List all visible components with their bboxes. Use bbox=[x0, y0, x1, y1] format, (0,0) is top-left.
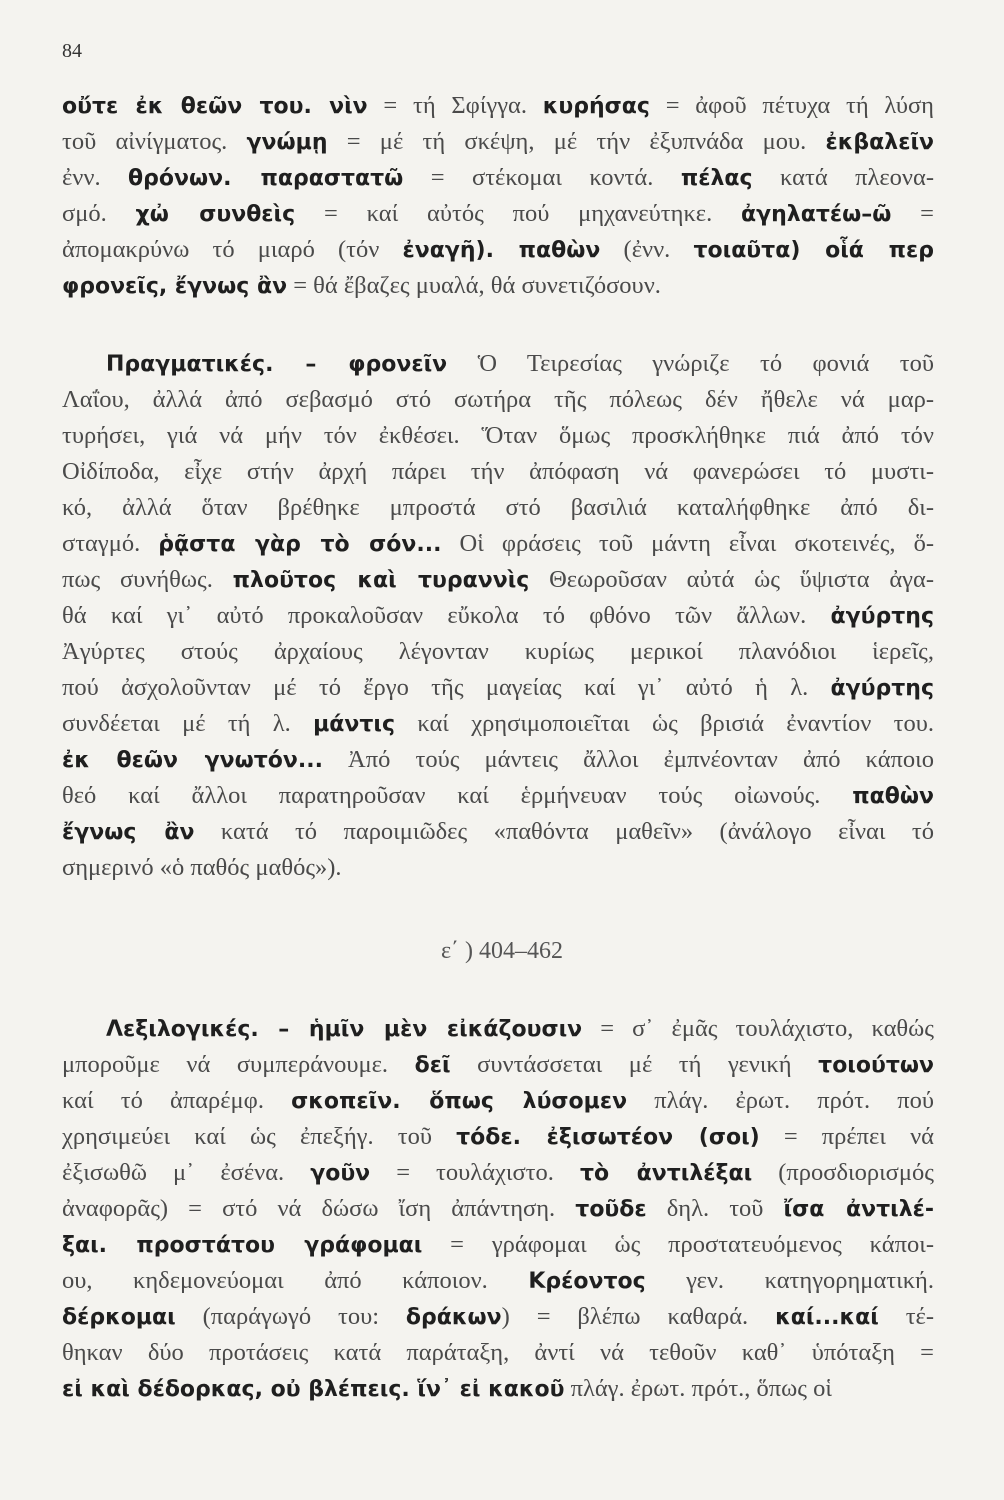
text-run: θηκαν δύο προτάσεις κατά παράταξη, ἀντί νά τεθοῦν καθ᾿ ὑπόταξη = bbox=[62, 1339, 934, 1366]
text-line bbox=[62, 706, 934, 742]
bold-term: Λεξιλογικές. – ἡμῖν μὲν εἰκάζουσιν bbox=[106, 1017, 583, 1042]
bold-term: Πραγματικές. – φρονεῖν bbox=[106, 352, 448, 377]
lexilogikes-paragraph bbox=[62, 1011, 934, 1407]
text-run: γεν. κατηγορηματική. bbox=[645, 1267, 934, 1294]
text-run: = τή Σφίγγα. bbox=[367, 92, 543, 119]
text-run: = σ᾿ ἐμᾶς τουλάχιστο, καθώς bbox=[582, 1015, 934, 1042]
bold-term: πλοῦτος καὶ τυραννὶς bbox=[232, 568, 530, 593]
text-line bbox=[62, 490, 934, 526]
notes-paragraph bbox=[62, 88, 934, 304]
text-run: = bbox=[891, 200, 934, 227]
page-number: 84 bbox=[62, 40, 82, 62]
text-line bbox=[62, 814, 934, 850]
text-run: πλάγ. ἐρωτ. πρότ. πού bbox=[627, 1087, 934, 1114]
bold-term: χὠ συνθεὶς bbox=[135, 202, 296, 227]
bold-term: δεῖ bbox=[414, 1053, 451, 1078]
text-line bbox=[62, 124, 934, 160]
bold-term: ἐκβαλεῖν bbox=[825, 130, 934, 155]
text-line bbox=[62, 1119, 934, 1155]
bold-term: κυρήσας bbox=[542, 94, 650, 119]
text-line bbox=[62, 454, 934, 490]
text-run: Ἀπό τούς μάντεις ἄλλοι ἐμπνέονταν ἀπό κάποιο bbox=[322, 746, 934, 773]
text-run: χρησιμεύει καί ὡς ἐπεξήγ. τοῦ bbox=[62, 1123, 457, 1150]
text-run: σμό. bbox=[62, 200, 136, 227]
text-run: θεό καί ἄλλοι παρατηροῦσαν καί ἑρμήνευαν τούς οἰωνούς. bbox=[62, 782, 853, 809]
text-run: μποροῦμε νά συμπεράνουμε. bbox=[62, 1051, 415, 1078]
bold-term: θρόνων. παραστατῶ bbox=[128, 166, 404, 191]
bold-term: μάντις bbox=[313, 712, 396, 737]
text-line bbox=[62, 1011, 934, 1047]
text-run: ) = βλέπω καθαρά. bbox=[501, 1303, 776, 1330]
text-line bbox=[62, 742, 934, 778]
bold-term: οὔτε ἐκ θεῶν του. νὶν bbox=[62, 94, 368, 119]
bold-term: γοῦν bbox=[310, 1161, 371, 1186]
text-run: συντάσσεται μέ τή γενική bbox=[450, 1051, 819, 1078]
text-run: Λαΐου, ἀλλά ἀπό σεβασμό στό σωτήρα τῆς πόλεως δέν ἤθελε νά μαρ- bbox=[62, 386, 934, 413]
bold-term: δράκων bbox=[405, 1305, 502, 1330]
text-run: τέ- bbox=[878, 1303, 934, 1330]
text-line bbox=[62, 670, 934, 706]
text-run: κατά τό παροιμιῶδες «παθόντα μαθεῖν» (ἀνάλογο εἶναι τό bbox=[194, 818, 934, 845]
text-run: σημερινό «ὁ παθός μαθός»). bbox=[62, 854, 342, 881]
text-run: Ἀγύρτες στούς ἀρχαίους λέγονταν κυρίως μερικοί πλανόδιοι ἱερεῖς, bbox=[62, 638, 934, 665]
text-run: ἀναφορᾶς) = στό νά δώσω ἴση ἀπάντηση. bbox=[62, 1195, 576, 1222]
text-line bbox=[62, 418, 934, 454]
text-run: τυρήσει, γιά νά μήν τόν ἐκθέσει. Ὅταν ὅμως προσκλήθηκε πιά ἀπό τόν bbox=[62, 422, 934, 449]
text-run: = μέ τή σκέψη, μέ τήν ἐξυπνάδα μου. bbox=[327, 128, 826, 155]
text-run: θά καί γι᾿ αὐτό προκαλοῦσαν εὔκολα τό φθόνο τῶν ἄλλων. bbox=[62, 602, 831, 629]
text-run: καί τό ἀπαρέμφ. bbox=[62, 1087, 292, 1114]
text-run: = τουλάχιστο. bbox=[370, 1159, 580, 1186]
bold-term: ἐναγῆ). παθὼν bbox=[402, 238, 601, 263]
text-line bbox=[62, 88, 934, 124]
text-run: = καί αὐτός πού μηχανεύτηκε. bbox=[295, 200, 742, 227]
bold-term: ἔγνως ἂν bbox=[62, 820, 195, 845]
bold-term: ἐκ θεῶν γνωτόν... bbox=[62, 748, 323, 773]
text-line bbox=[62, 232, 934, 268]
text-line bbox=[62, 1191, 934, 1227]
text-line bbox=[62, 1227, 934, 1263]
text-run: ἐξισωθῶ μ᾿ ἐσένα. bbox=[62, 1159, 311, 1186]
text-run: ἐνν. bbox=[62, 164, 129, 191]
text-run: = ἀφοῦ πέτυχα τή λύση bbox=[649, 92, 934, 119]
text-line bbox=[62, 1263, 934, 1299]
bold-term: σκοπεῖν. ὅπως λύσομεν bbox=[291, 1089, 628, 1114]
text-run: καί χρησιμοποιεῖται ὡς βρισιά ἐναντίον του. bbox=[395, 710, 934, 737]
text-line bbox=[62, 196, 934, 232]
text-run: κό, ἀλλά ὅταν βρέθηκε μπροστά στό βασιλιά καταλήφθηκε ἀπό δι- bbox=[62, 494, 934, 521]
bold-term: ἀγηλατέω–ῶ bbox=[741, 202, 892, 227]
text-run: (παράγωγό του: bbox=[175, 1303, 406, 1330]
text-line bbox=[62, 1083, 934, 1119]
text-line bbox=[62, 1299, 934, 1335]
text-run: συνδέεται μέ τή λ. bbox=[62, 710, 314, 737]
text-line bbox=[62, 634, 934, 670]
text-run: (ἐνν. bbox=[600, 236, 694, 263]
text-line bbox=[62, 526, 934, 562]
text-line bbox=[62, 268, 934, 304]
text-run: πλάγ. ἐρωτ. πρότ., ὅπως οἱ bbox=[564, 1375, 832, 1402]
text-line bbox=[62, 382, 934, 418]
text-run: δηλ. τοῦ bbox=[646, 1195, 784, 1222]
text-run: Ὁ Τειρεσίας γνώριζε τό φονιά τοῦ bbox=[447, 350, 934, 377]
text-run: = στέκομαι κοντά. bbox=[403, 164, 681, 191]
bold-term: Κρέοντος bbox=[528, 1269, 646, 1294]
text-line bbox=[62, 562, 934, 598]
text-run: ου, κηδεμονεύομαι ἀπό κάποιον. bbox=[62, 1267, 529, 1294]
bold-term: καί...καί bbox=[775, 1305, 879, 1330]
text-run: = πρέπει νά bbox=[759, 1123, 934, 1150]
text-line bbox=[62, 1335, 934, 1371]
bold-term: ἴσα ἀντιλέ- bbox=[783, 1197, 934, 1222]
bold-term: τοῦδε bbox=[575, 1197, 647, 1222]
text-run: (προσδιορισμός bbox=[752, 1159, 934, 1186]
section-heading: ε΄ ) 404–462 bbox=[440, 938, 564, 964]
text-run: σταγμό. bbox=[62, 530, 159, 557]
bold-term: δέρκομαι bbox=[62, 1305, 176, 1330]
text-line bbox=[62, 598, 934, 634]
bold-term: τὸ ἀντιλέξαι bbox=[579, 1161, 753, 1186]
text-run: πως συνήθως. bbox=[62, 566, 233, 593]
pragmatikes-paragraph bbox=[62, 346, 934, 886]
bold-term: γνώμῃ bbox=[246, 130, 328, 155]
bold-term: ξαι. προστάτου γράφομαι bbox=[62, 1233, 423, 1258]
text-run: τοῦ αἰνίγματος. bbox=[62, 128, 247, 155]
text-run: πού ἀσχολοῦνταν μέ τό ἔργο τῆς μαγείας καί γι᾿ αὐτό ἡ λ. bbox=[62, 674, 831, 701]
text-line bbox=[62, 850, 934, 886]
bold-term: ἀγύρτης bbox=[830, 604, 934, 629]
text-run: ἀπομακρύνω τό μιαρό (τόν bbox=[62, 236, 403, 263]
bold-term: παθὼν bbox=[852, 784, 934, 809]
text-run: Οἰδίποδα, εἶχε στήν ἀρχή πάρει τήν ἀπόφαση νά φανερώσει τό μυστι- bbox=[62, 458, 934, 485]
bold-term: τοιαῦτα) οἷά περ bbox=[693, 238, 934, 263]
text-line bbox=[62, 1047, 934, 1083]
text-line bbox=[62, 160, 934, 196]
bold-term: τοιούτων bbox=[818, 1053, 934, 1078]
bold-term: ἀγύρτης bbox=[830, 676, 934, 701]
text-run: κατά πλεονα- bbox=[752, 164, 934, 191]
text-run: Οἱ φράσεις τοῦ μάντη εἶναι σκοτεινές, ὅ- bbox=[441, 530, 934, 557]
text-run: Θεωροῦσαν αὐτά ὡς ὕψιστα ἀγα- bbox=[529, 566, 934, 593]
bold-term: εἰ καὶ δέδορκας, οὐ βλέπεις. ἵν᾿ εἰ κακοῦ bbox=[62, 1377, 565, 1402]
text-line bbox=[62, 1155, 934, 1191]
bold-term: φρονεῖς, ἔγνως ἂν bbox=[62, 274, 288, 299]
text-line bbox=[62, 1371, 934, 1407]
text-run: = θά ἔβαζες μυαλά, θά συνετιζόσουν. bbox=[287, 272, 661, 299]
bold-term: ῥᾷστα γὰρ τὸ σόν... bbox=[158, 532, 442, 557]
text-line bbox=[62, 778, 934, 814]
text-line bbox=[62, 346, 934, 382]
bold-term: τόδε. ἐξισωτέον (σοι) bbox=[456, 1125, 760, 1150]
bold-term: πέλας bbox=[680, 166, 753, 191]
text-run: = γράφομαι ὡς προστατευόμενος κάποι- bbox=[422, 1231, 934, 1258]
